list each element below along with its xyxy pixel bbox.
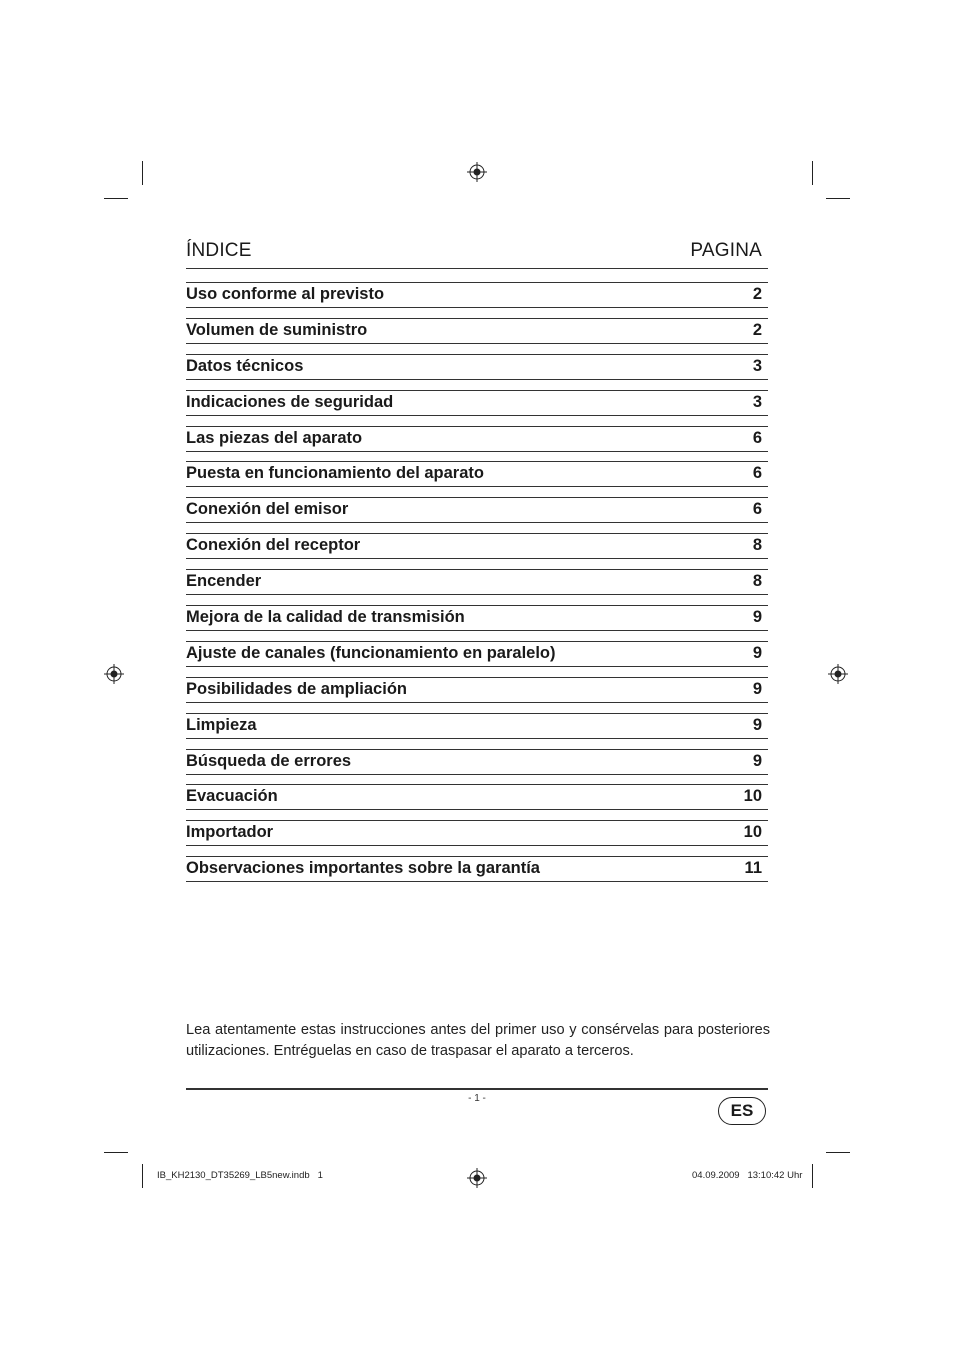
toc-entry-page: 11 (744, 859, 762, 878)
toc-entry[interactable] (186, 390, 768, 416)
toc-entry-title: Puesta en funcionamiento del aparato (186, 464, 484, 483)
toc-entry-title: Posibilidades de ampliación (186, 679, 407, 698)
toc-entry-page: 10 (743, 823, 762, 842)
toc-entry-title: Búsqueda de errores (186, 751, 352, 770)
toc-entry-title: Uso conforme al previsto (186, 285, 385, 303)
crop-mark (826, 198, 850, 199)
toc-entry[interactable] (186, 461, 768, 487)
toc-entry-title: Mejora de la calidad de transmisión (186, 608, 465, 627)
crop-mark (826, 1152, 850, 1153)
toc-entry[interactable] (186, 354, 768, 380)
crop-mark (104, 198, 128, 199)
toc-entry[interactable] (186, 318, 768, 344)
toc-entry-title: Limpieza (186, 715, 257, 734)
toc-page-heading: PAGINA (690, 240, 762, 261)
registration-mark-icon (828, 664, 848, 684)
toc-entry[interactable] (186, 641, 768, 667)
toc-entry-page: 6 (752, 500, 762, 519)
language-badge: ES (718, 1097, 766, 1125)
toc-list (186, 282, 768, 892)
toc-entry[interactable] (186, 426, 768, 452)
toc-entry-page: 8 (752, 536, 762, 555)
instruction-note: Lea atentamente estas instrucciones antes del primer uso y consérvelas para posteriores utilizaciones. Entréguelas en caso de traspasar el aparato a terceros. (186, 1022, 770, 1059)
toc-entry[interactable] (186, 749, 768, 775)
toc-entry-page: 3 (752, 356, 762, 375)
toc-entry-title: Las piezas del aparato (186, 428, 363, 447)
toc-entry[interactable] (186, 856, 768, 882)
toc-header (186, 238, 768, 269)
toc-entry-title: Datos técnicos (186, 356, 304, 375)
crop-mark (142, 161, 143, 185)
toc-entry[interactable] (186, 820, 768, 846)
slug-timestamp: 04.09.2009 13:10:42 Uhr (692, 1170, 803, 1181)
toc-entry-title: Volumen de suministro (186, 320, 368, 339)
toc-entry[interactable] (186, 784, 768, 810)
registration-mark-icon (467, 1168, 487, 1188)
crop-mark (812, 1164, 813, 1188)
crop-mark (142, 1164, 143, 1188)
toc-entry-page: 2 (752, 285, 762, 303)
toc-entry-page: 9 (752, 751, 762, 770)
toc-entry[interactable] (186, 533, 768, 559)
toc-entry-title: Indicaciones de seguridad (186, 392, 394, 411)
toc-entry-page: 3 (752, 392, 762, 411)
toc-entry[interactable] (186, 569, 768, 595)
registration-mark-icon (104, 664, 124, 684)
toc-entry[interactable] (186, 497, 768, 523)
crop-mark (812, 161, 813, 185)
toc-entry[interactable] (186, 282, 768, 308)
toc-entry[interactable] (186, 677, 768, 703)
toc-entry-page: 9 (752, 679, 762, 698)
toc-entry-title: Observaciones importantes sobre la garantía (186, 859, 540, 878)
toc-entry-page: 6 (752, 464, 762, 483)
toc-entry-page: 9 (752, 643, 762, 662)
toc-entry-title: Conexión del emisor (186, 500, 349, 519)
toc-entry-page: 10 (743, 787, 762, 806)
toc-entry-page: 6 (752, 428, 762, 447)
toc-entry[interactable] (186, 605, 768, 631)
page-number: - 1 - (468, 1093, 486, 1104)
toc-entry[interactable] (186, 713, 768, 739)
toc-entry-title: Conexión del receptor (186, 536, 361, 555)
toc-entry-title: Evacuación (186, 787, 278, 806)
registration-mark-icon (467, 162, 487, 182)
crop-mark (104, 1152, 128, 1153)
toc-entry-page: 8 (752, 572, 762, 591)
toc-entry-title: Ajuste de canales (funcionamiento en paralelo) (186, 643, 556, 662)
slug-file-name: IB_KH2130_DT35269_LB5new.indb 1 (157, 1170, 323, 1181)
toc-heading: ÍNDICE (186, 240, 252, 261)
toc-entry-title: Importador (186, 823, 274, 842)
footer-divider (186, 1088, 768, 1090)
toc-entry-page: 9 (752, 715, 762, 734)
toc-entry-page: 9 (752, 608, 762, 627)
toc-entry-page: 2 (752, 320, 762, 339)
toc-entry-title: Encender (186, 572, 262, 591)
